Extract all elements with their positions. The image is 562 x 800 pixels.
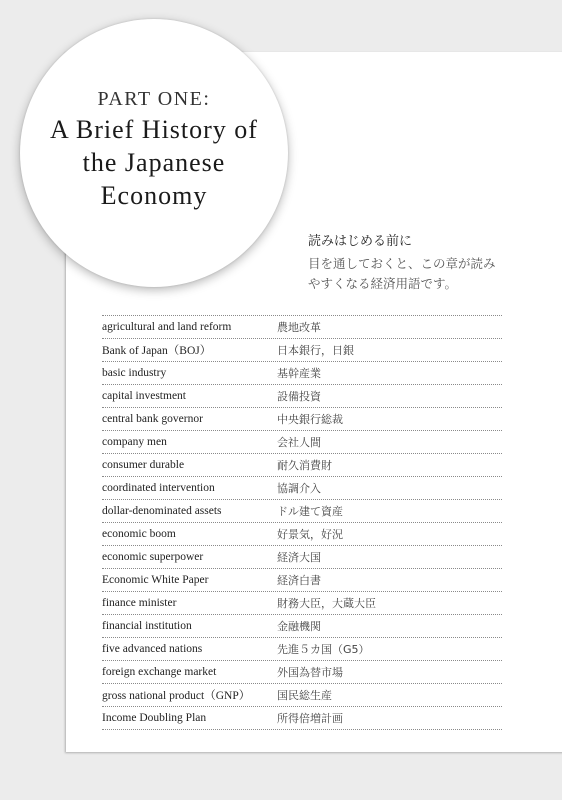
term-english: basic industry xyxy=(102,367,167,379)
glossary-list xyxy=(102,315,502,730)
term-japanese: 財務大臣，大蔵大臣 xyxy=(277,597,376,610)
term-english: company men xyxy=(102,436,167,448)
title-badge xyxy=(20,19,288,287)
term-japanese: 金融機関 xyxy=(277,620,321,633)
term-english: Economic White Paper xyxy=(102,574,209,586)
term-english: dollar-denominated assets xyxy=(102,505,222,517)
term-japanese: ドル建て資産 xyxy=(277,505,343,518)
glossary-row xyxy=(102,408,502,431)
term-japanese: 先進５カ国（G5） xyxy=(277,643,370,656)
term-english: financial institution xyxy=(102,620,192,632)
term-japanese: 外国為替市場 xyxy=(277,666,343,679)
glossary-row xyxy=(102,316,502,339)
glossary-row xyxy=(102,707,502,730)
intro-body-line-2: やすくなる経済用語です。 xyxy=(308,276,458,291)
glossary-row xyxy=(102,523,502,546)
term-english: Income Doubling Plan xyxy=(102,712,207,724)
chapter-title-line-3: Economy xyxy=(100,181,208,210)
term-japanese: 会社人間 xyxy=(277,436,321,449)
glossary-row xyxy=(102,546,502,569)
term-japanese: 所得倍増計画 xyxy=(277,712,343,725)
glossary-row xyxy=(102,661,502,684)
term-english: economic boom xyxy=(102,528,176,540)
glossary-row xyxy=(102,362,502,385)
glossary-row xyxy=(102,684,502,707)
term-english: coordinated intervention xyxy=(102,482,215,494)
term-japanese: 基幹産業 xyxy=(277,367,321,380)
term-japanese: 中央銀行総裁 xyxy=(277,413,343,426)
intro-note xyxy=(308,230,518,294)
glossary-row xyxy=(102,454,502,477)
term-english: capital investment xyxy=(102,390,186,402)
term-japanese: 日本銀行，日銀 xyxy=(277,344,354,357)
glossary-row xyxy=(102,385,502,408)
term-english: gross national product（GNP） xyxy=(102,690,251,702)
term-english: economic superpower xyxy=(102,551,204,563)
intro-body-line-1: 目を通しておくと、この章が読み xyxy=(308,256,496,271)
glossary-row xyxy=(102,592,502,615)
glossary-row xyxy=(102,638,502,661)
term-english: agricultural and land reform xyxy=(102,321,232,333)
term-japanese: 経済白書 xyxy=(277,574,321,587)
glossary-row xyxy=(102,615,502,638)
term-english: central bank governor xyxy=(102,413,203,425)
glossary-row xyxy=(102,569,502,592)
part-label: PART ONE: xyxy=(97,88,211,110)
term-japanese: 農地改革 xyxy=(277,321,321,334)
term-english: foreign exchange market xyxy=(102,666,217,678)
term-english: consumer durable xyxy=(102,459,185,471)
glossary-row xyxy=(102,477,502,500)
term-japanese: 協調介入 xyxy=(277,482,321,495)
term-japanese: 国民総生産 xyxy=(277,689,332,702)
term-japanese: 設備投資 xyxy=(277,390,321,403)
term-english: finance minister xyxy=(102,597,177,609)
term-japanese: 経済大国 xyxy=(277,551,321,564)
glossary-row xyxy=(102,431,502,454)
intro-heading: 読みはじめる前に xyxy=(308,234,413,249)
term-english: Bank of Japan（BOJ） xyxy=(102,345,212,357)
chapter-title-line-1: A Brief History of xyxy=(50,115,258,144)
glossary-row xyxy=(102,500,502,523)
term-english: five advanced nations xyxy=(102,643,203,655)
term-japanese: 好景気，好況 xyxy=(277,528,343,541)
glossary-row xyxy=(102,339,502,362)
chapter-title-line-2: the Japanese xyxy=(82,148,226,177)
term-japanese: 耐久消費財 xyxy=(277,459,332,472)
